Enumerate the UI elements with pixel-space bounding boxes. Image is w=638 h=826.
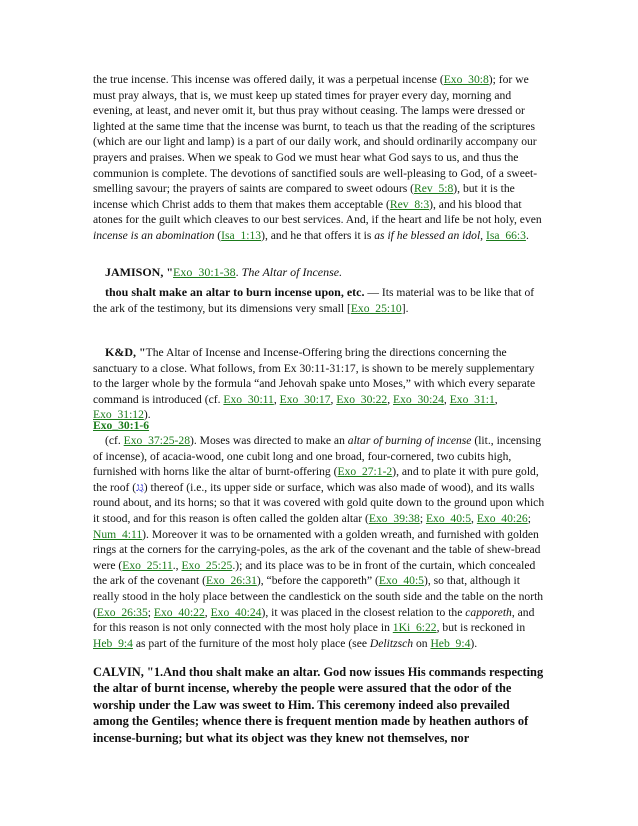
hebrew-text: גַּג <box>136 480 144 494</box>
text: . <box>235 265 242 279</box>
text: ), “before the capporeth” ( <box>256 574 379 588</box>
ref-link[interactable]: Exo_25:10 <box>350 301 402 315</box>
text: , and for this reason is not only connected with the most holy place in <box>93 605 535 635</box>
ref-link[interactable]: Num_4:11 <box>93 527 143 541</box>
ref-link[interactable]: 1Ki_6:22 <box>392 621 437 635</box>
separator: , <box>273 392 280 406</box>
text: , but is reckoned in <box>436 621 526 635</box>
separator: ., <box>172 558 182 572</box>
text: ), it was placed in the closest relation to the <box>261 605 466 619</box>
ref-link[interactable]: Exo_40:24 <box>210 605 262 619</box>
text: (lit., incensing of incense), of acacia-wood, one cubit long and one broad, four-cornered, two cubits high, furnished with horns like the altar of burnt-offering ( <box>93 434 542 479</box>
ref-link[interactable]: Exo_30:24 <box>393 392 444 406</box>
ref-link[interactable]: Rev_5:8 <box>414 182 454 196</box>
text: ), and his blood that atones for the guilt which cleaves to our best services. And, if the heart and life be not holy, even <box>93 197 542 227</box>
ref-link[interactable]: Exo_30:1-38 <box>173 265 236 279</box>
separator: ; <box>147 605 154 619</box>
text: (cf. <box>105 434 124 447</box>
text: ), and he that offers it is <box>261 228 375 242</box>
ref-link[interactable]: Heb_9:4 <box>430 636 471 650</box>
ref-link[interactable]: Exo_30:22 <box>336 392 388 406</box>
text: ]. <box>401 301 409 315</box>
separator: , <box>204 605 211 619</box>
text: as part of the furniture of the most holy place (see <box>132 636 370 650</box>
ref-link[interactable]: Exo_31:1 <box>449 392 495 406</box>
section-heading <box>93 418 545 434</box>
separator: , <box>494 392 498 406</box>
text: ), but it is the incense which Christ adds to them that makes them acceptable ( <box>93 182 515 211</box>
separator: , <box>443 392 450 406</box>
text: CALVIN, "1.And thou shalt make an altar. God now issues His commands respecting the altar of burnt incense, whereby the people were assured that the odor of the worship under the Law was sweet to Him. This ceremony indeed also prevailed among the Gentiles; whence there is frequent mention made by heathen authors of incense-burning; but what its object was they knew not themselves, nor <box>93 665 544 745</box>
ref-link[interactable]: Exo_40:5 <box>425 511 472 525</box>
ref-link[interactable]: Exo_40:22 <box>153 605 205 619</box>
separator: , <box>330 392 337 406</box>
italic-text: incense is an abomination <box>93 228 215 242</box>
text: ) thereof (i.e., its upper side or surface, which was also made of wood), and its walls round about, and its horns; so that it was covered with gold quite down to the ground upon which it stood, and for this reason is often called the golden altar ( <box>93 480 545 525</box>
text: ). Moses was directed to make an <box>190 434 348 447</box>
separator: ; <box>419 511 426 525</box>
text: ). Moreover it was to be ornamented with a golden wreath, and furnished with golden rings at the corners for the carrying-poles, as the ark of the covenant and the table of shew-bread were ( <box>93 527 541 572</box>
jamison-heading <box>93 265 545 281</box>
ref-link[interactable]: Exo_25:11 <box>122 558 173 572</box>
italic-text: altar of burning of incense <box>347 434 472 447</box>
section-ref-link[interactable]: Exo_30:1-6 <box>93 419 150 432</box>
section-title: The Altar of Incense. <box>241 265 343 279</box>
calvin-paragraph <box>93 664 545 746</box>
ref-link[interactable]: Exo_30:8 <box>443 73 489 86</box>
text: — Its material was to be like that of the ark of the testimony, but its dimensions very small [ <box>93 286 535 315</box>
separator: , <box>471 511 477 525</box>
ref-link[interactable]: Rev_8:3 <box>389 197 430 211</box>
ref-link[interactable]: Heb_9:4 <box>93 636 133 650</box>
ref-link[interactable]: Exo_25:25 <box>181 558 233 572</box>
commentator-label: K&D, " <box>105 345 146 359</box>
ref-link[interactable]: Exo_30:11 <box>223 392 274 406</box>
bold-text: thou shalt make an altar to burn incense upon, etc. <box>105 285 365 299</box>
ref-link[interactable]: Exo_40:26 <box>476 511 528 525</box>
text: .); and its place was to be in front of the curtain, which concealed the ark of the covenant ( <box>93 558 536 588</box>
text: ( <box>214 228 222 242</box>
commentator-label: JAMISON, " <box>105 265 173 279</box>
ref-link[interactable]: Exo_30:17 <box>279 392 331 406</box>
ref-link[interactable]: Exo_39:38 <box>368 511 420 525</box>
jamison-paragraph <box>93 285 545 316</box>
ref-link[interactable]: Isa_66:3 <box>486 228 526 242</box>
ref-link[interactable]: Exo_26:31 <box>206 574 257 588</box>
ref-link[interactable]: Exo_40:5 <box>378 574 424 588</box>
italic-text: capporeth <box>465 605 512 619</box>
text: the true incense. This incense was offered daily, it was a perpetual incense ( <box>93 73 444 86</box>
text: on <box>413 636 431 650</box>
section-paragraph <box>93 433 545 651</box>
text: The Altar of Incense and Incense-Offering bring the directions concerning the sanctuary to a close. What follows, from Ex 30:11-31:17, is shown to be merely supplementary to the larger whole by the formula “and Jehovah spake unto Moses,” with which every separate command is introduced (cf. <box>93 346 536 406</box>
italic-text: as if he blessed an idol, <box>374 228 484 242</box>
kd-paragraph <box>93 345 545 423</box>
ref-link[interactable]: Isa_1:13 <box>221 228 262 242</box>
text: . <box>525 228 529 242</box>
ref-link[interactable]: Exo_26:35 <box>96 605 148 619</box>
ref-link[interactable]: Exo_37:25-28 <box>123 434 191 447</box>
text: ); for we must pray always, that is, we must keep up stated times for prayer every day, morning and evening, at least, and never omit it, but thus pray without ceasing. The lamps were dressed or lighted at the same time that the incense was burnt, to teach us that the reading of the scriptures (which are our light and lamp) is a part of our daily work, and should ordinarily accompany our prayers and praises. When we speak to God we must hear what God says to us, and thus the communion is complete. The devotions of sanctified souls are well-pleasing to God, of a sweet-smelling savour; the prayers of saints are compared to sweet odours ( <box>93 73 538 196</box>
ref-link[interactable]: Exo_27:1-2 <box>337 465 393 479</box>
text: ), so that, although it really stood in the holy place between the candlestick on the south side and the table on the north ( <box>93 574 544 619</box>
text: ). <box>470 636 478 650</box>
text: ). <box>143 408 151 422</box>
henry-paragraph <box>93 72 545 244</box>
ref-link[interactable]: Exo_31:12 <box>93 408 144 422</box>
separator: , <box>387 392 394 406</box>
text: ), and to plate it with pure gold, the roof ( <box>93 465 539 494</box>
italic-text: Delitzsch <box>369 636 414 650</box>
separator: ; <box>527 511 531 525</box>
